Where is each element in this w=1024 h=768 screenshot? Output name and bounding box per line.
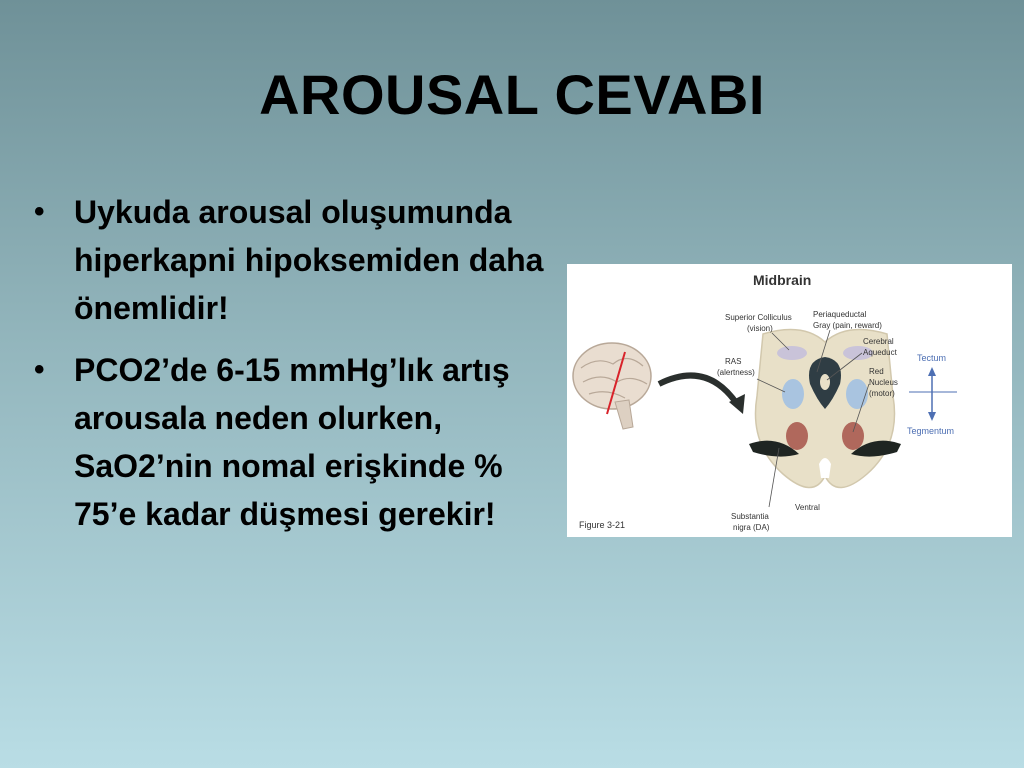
label-substantia: Substantia bbox=[731, 512, 769, 521]
figure-caption: Figure 3-21 bbox=[579, 520, 626, 530]
label-aqueduct: Aqueduct bbox=[863, 348, 897, 357]
label-nucleus: Nucleus bbox=[869, 378, 898, 387]
red-nucleus-right bbox=[842, 422, 864, 450]
label-ventral: Ventral bbox=[795, 503, 820, 512]
label-superior-colliculus-role: (vision) bbox=[747, 324, 773, 333]
midbrain-figure bbox=[567, 264, 1012, 537]
superior-colliculus-left bbox=[777, 346, 807, 360]
figure-title: Midbrain bbox=[753, 272, 812, 288]
label-superior-colliculus: Superior Colliculus bbox=[725, 313, 792, 322]
orientation-axis bbox=[909, 367, 957, 421]
label-ras: RAS bbox=[725, 357, 742, 366]
bullet-text: PCO2’de 6-15 mmHg’lık artış arousala neden olurken, SaO2’nin nomal erişkinde % 75’e kadar düşmesi gerekir! bbox=[74, 352, 510, 532]
curved-arrow-icon bbox=[659, 376, 745, 414]
bullet-item bbox=[30, 346, 560, 538]
arrow-down-icon bbox=[928, 412, 936, 421]
bullet-text: Uykuda arousal oluşumunda hiperkapni hipoksemiden daha önemlidir! bbox=[74, 194, 544, 326]
label-periaqueductal: Periaqueductal bbox=[813, 310, 867, 319]
brain-illustration bbox=[573, 343, 651, 429]
label-tegmentum: Tegmentum bbox=[907, 426, 955, 436]
ras-left bbox=[782, 379, 804, 409]
bullet-dot-icon: • bbox=[34, 195, 45, 228]
slide-title: AROUSAL CEVABI bbox=[259, 63, 765, 126]
bullet-list bbox=[30, 188, 560, 552]
label-ras-role: (alertness) bbox=[717, 368, 755, 377]
bullet-item bbox=[30, 188, 560, 332]
interpeduncular-fossa bbox=[819, 458, 831, 478]
label-cerebral: Cerebral bbox=[863, 337, 894, 346]
label-periaqueductal-role: Gray (pain, reward) bbox=[813, 321, 882, 330]
arrow-up-icon bbox=[928, 367, 936, 376]
cerebral-aqueduct bbox=[820, 374, 830, 390]
ras-right bbox=[846, 379, 868, 409]
label-tectum: Tectum bbox=[917, 353, 947, 363]
label-nigra: nigra (DA) bbox=[733, 523, 770, 532]
label-red: Red bbox=[869, 367, 884, 376]
red-nucleus-left bbox=[786, 422, 808, 450]
midbrain-diagram bbox=[567, 264, 1012, 537]
label-nucleus-role: (motor) bbox=[869, 389, 895, 398]
bullet-dot-icon: • bbox=[34, 353, 45, 386]
